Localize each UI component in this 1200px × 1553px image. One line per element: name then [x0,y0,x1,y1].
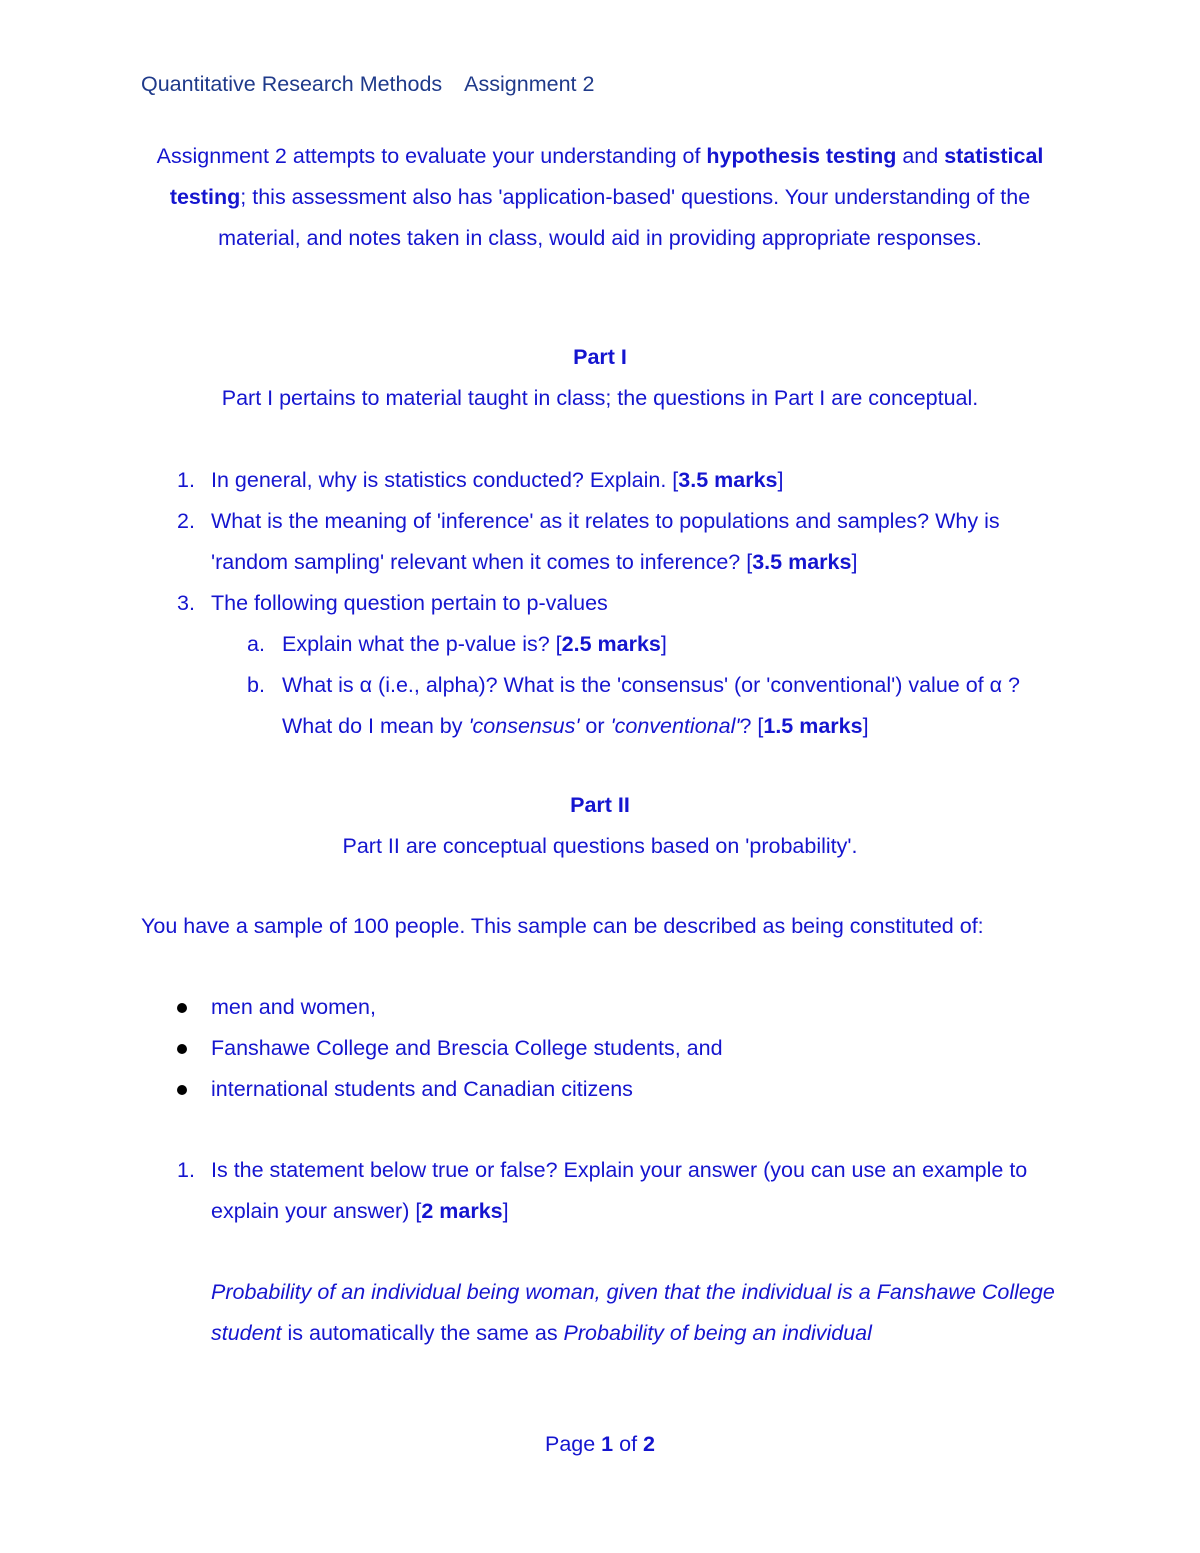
page-header [141,70,594,98]
italic-term: 'conventional' [610,714,740,738]
sample-bullet-list [141,987,1059,1110]
list-item [141,1028,1059,1069]
question-text: ] [851,550,858,574]
bullet-icon [177,1003,187,1013]
italic-phrase: Probability of being an individual [563,1321,872,1345]
intro-text: Assignment 2 attempts to evaluate your understanding of [156,144,707,168]
marks-label: 3.5 marks [752,550,852,574]
bullet-text: international students and Canadian citizens [211,1077,633,1101]
bullet-text: men and women, [211,995,376,1019]
question-text: What is α (i.e., alpha)? What is the 'consensus' (or 'conventional') value of α ? What do I mean by [282,673,1020,738]
part1-question-list [141,460,1059,747]
list-letter: b. [247,673,265,697]
question-text: ? [ [739,714,764,738]
intro-text: and [896,144,945,168]
italic-term: 'consensus' [468,714,580,738]
part1-description: Part I pertains to material taught in class; the questions in Part I are conceptual. [221,386,979,410]
list-item [141,460,1059,501]
marks-label: 2 marks [421,1199,503,1223]
part2-description: Part II are conceptual questions based on 'probability'. [342,834,858,858]
question-text: The following question pertain to p-values [211,591,608,615]
list-letter: a. [247,632,265,656]
question-text: Is the statement below true or false? Explain your answer (you can use an example to explain your answer) [ [211,1158,1028,1223]
question-text: ] [660,632,667,656]
bullet-text: Fanshawe College and Brescia College students, and [211,1036,723,1060]
footer-text: Page [544,1432,602,1456]
intro-bold-term: hypothesis testing [706,144,897,168]
marks-label: 3.5 marks [678,468,778,492]
list-number: 1. [177,1158,195,1182]
part2-heading: Part II [570,793,630,817]
total-page-count: 2 [643,1432,655,1456]
list-item [141,501,1059,583]
list-item [141,583,1059,624]
assignment-title: Assignment 2 [464,72,595,96]
bullet-icon [177,1044,187,1054]
question-text: ] [502,1199,509,1223]
statement-text: is automatically the same as [281,1321,564,1345]
part2-question-list [141,1150,1059,1232]
intro-bold-term: statistical testing [169,144,1044,209]
marks-label: 1.5 marks [763,714,863,738]
current-page-number: 1 [601,1432,614,1456]
probability-statement [141,1272,1129,1354]
page-footer [0,1424,1200,1465]
footer-text: of [613,1432,644,1456]
sample-description: You have a sample of 100 people. This sample can be described as being constituted of: [141,914,984,938]
italic-phrase: Probability of an individual being woman, given that the individual is a Fanshawe College student [211,1280,1055,1345]
question-text: ] [777,468,784,492]
list-item [141,987,1059,1028]
question-text: Explain what the p-value is? [ [282,632,562,656]
list-item [141,1069,1059,1110]
sub-list-item [141,624,1059,665]
part1-heading: Part I [573,345,627,369]
course-title: Quantitative Research Methods [141,72,443,96]
question-text: ] [862,714,869,738]
question-text: What is the meaning of 'inference' as it relates to populations and samples? Why is 'random sampling' relevant when it comes to inference? [ [211,509,1000,574]
intro-paragraph [141,136,1059,259]
list-number: 2. [177,509,195,533]
list-number: 1. [177,468,195,492]
marks-label: 2.5 marks [561,632,661,656]
intro-text: ; this assessment also has 'application-based' questions. Your understanding of the material, and notes taken in class, would aid in providing appropriate responses. [218,185,1031,250]
list-number: 3. [177,591,195,615]
bullet-icon [177,1085,187,1095]
question-text: In general, why is statistics conducted? Explain. [ [211,468,679,492]
sub-list-item [141,665,1059,747]
question-text: or [579,714,611,738]
list-item [141,1150,1059,1232]
